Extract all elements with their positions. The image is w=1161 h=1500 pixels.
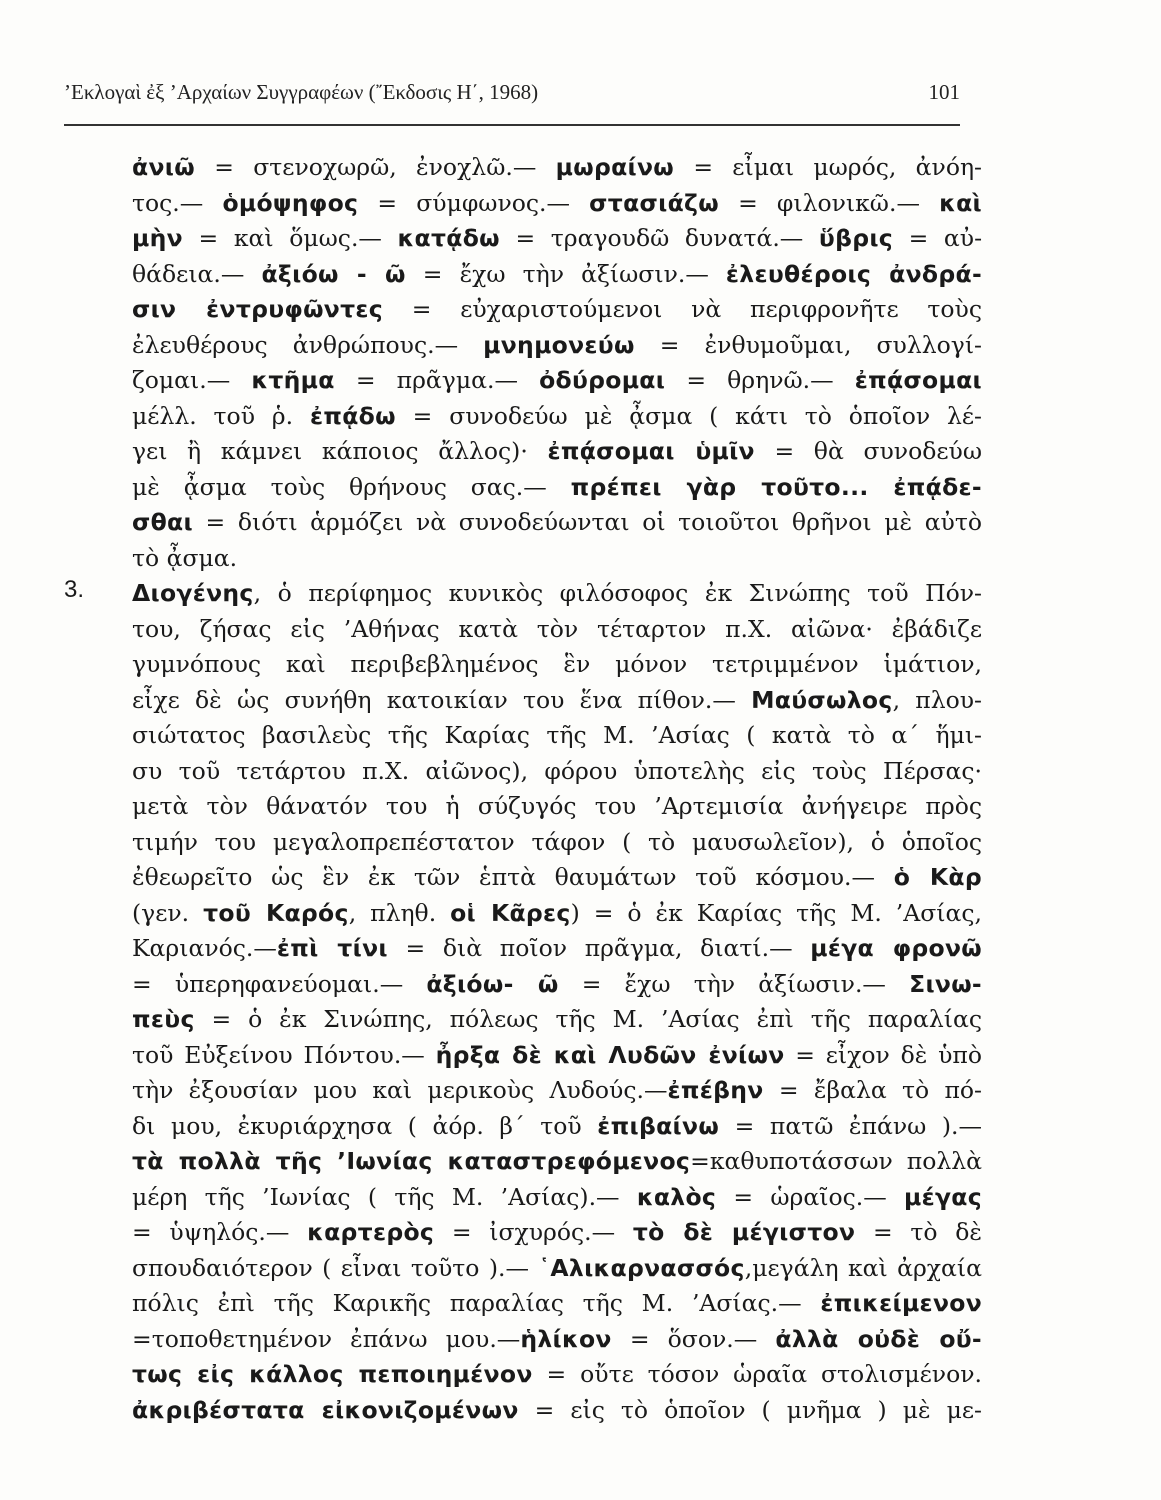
gloss-text: = εἶχον δὲ ὑπὸ: [784, 1040, 982, 1069]
gloss-text: = εὐχαριστούμενοι νὰ περιφρονῆτε τοὺς: [383, 295, 982, 323]
text-line: [132, 221, 982, 257]
text-line: [132, 967, 982, 1003]
headword: ὁμόψηφος: [222, 188, 359, 217]
gloss-text: = συνοδεύω μὲ ᾆσμα ( κάτι τὸ ὁποῖον λέ-: [395, 401, 982, 430]
text-line: [132, 1215, 982, 1251]
gloss-text: μέρη τῆς ’Ιωνίας ( τῆς Μ. ’Ασίας).—: [132, 1182, 637, 1211]
headword: ἐλευθέροις ἀνδρά-: [725, 259, 982, 288]
gloss-text: του, ζήσας εἰς ’Αθήνας κατὰ τὸν τέταρτον π.Χ. αἰῶνα· ἐβάδιζε: [132, 614, 982, 643]
text-line: [132, 505, 982, 541]
headword: Διογένης: [132, 579, 254, 607]
text-line: [132, 470, 982, 506]
gloss-text: = εἶμαι μωρός, ἀνόη-: [674, 153, 982, 181]
gloss-text: τοῦ Εὐξείνου Πόντου.—: [132, 1040, 436, 1069]
text-line: [132, 789, 982, 825]
section-number: 3.: [64, 576, 85, 603]
headword: ἀξιόω- ῶ: [426, 969, 559, 998]
headword: ἐπικείμενον: [820, 1289, 982, 1317]
gloss-text: = ἰσχυρός.—: [434, 1218, 633, 1246]
text-line: [132, 1073, 982, 1109]
gloss-text: = στενοχωρῶ, ἐνοχλῶ.—: [194, 153, 556, 181]
gloss-text: Καριανός.—: [132, 934, 277, 962]
gloss-text: = σύμφωνος.—: [358, 188, 590, 217]
text-line: [132, 541, 982, 577]
gloss-text: = ἔχω τὴν ἀξίωσιν.—: [558, 969, 910, 998]
gloss-text: (γεν.: [132, 898, 204, 927]
headword: μνημονεύω: [483, 330, 635, 359]
text-line: [132, 896, 982, 932]
headword: μέγας: [904, 1182, 982, 1211]
text-line: [132, 328, 982, 364]
headword: Σινω-: [909, 969, 982, 998]
gloss-text: = καὶ ὅμως.—: [182, 224, 398, 252]
gloss-text: =τοποθετημένον ἐπάνω μου.—: [132, 1324, 521, 1353]
text-line: [132, 931, 982, 967]
gloss-text: τιμήν του μεγαλοπρεπέστατον τάφον ( τὸ μαυσωλεῖον), ὁ ὁποῖος: [132, 827, 982, 856]
headword: σθαι: [132, 508, 193, 536]
gloss-text: = πατῶ ἐπάνω ).—: [719, 1111, 982, 1140]
book-title: ’Εκλογαὶ ἐξ ’Αρχαίων Συγγραφέων (῎Εκδοσις Η΄, 1968): [64, 80, 539, 104]
gloss-text: = διότι ἁρμόζει νὰ συνοδεύωνται οἱ τοιοῦτοι θρῆνοι μὲ αὐτὸ: [192, 508, 982, 536]
text-line: [132, 363, 982, 399]
text-line: [132, 399, 982, 435]
headword: ἐπιβαίνω: [597, 1111, 720, 1140]
gloss-text: = οὔτε τόσον ὡραῖα στολισμένον.: [532, 1360, 982, 1388]
headword: ὕβρις: [818, 224, 894, 252]
gloss-text: τὴν ἐξουσίαν μου καὶ μερικοὺς Λυδούς.—: [132, 1076, 668, 1104]
text-line: [132, 292, 982, 328]
headword: ἀξιόω - ῶ: [261, 259, 406, 288]
gloss-text: = εἰς τὸ ὁποῖον ( μνῆμα ) μὲ με-: [518, 1395, 982, 1424]
gloss-text: πόλις ἐπὶ τῆς Καρικῆς παραλίας τῆς Μ. ’Ασίας.—: [132, 1289, 821, 1317]
gloss-text: ἐθεωρεῖτο ὡς ἓν ἐκ τῶν ἑπτὰ θαυμάτων τοῦ κόσμου.—: [132, 863, 894, 891]
gloss-text: = ὅσον.—: [611, 1324, 776, 1353]
headword: ἀλλὰ οὐδὲ οὔ-: [775, 1324, 982, 1353]
headword: ἐπᾴσομαι ὑμῖν: [547, 437, 755, 465]
gloss-text: = τὸ δὲ: [855, 1218, 982, 1246]
text-line: [132, 825, 982, 861]
gloss-text: = ὁ ἐκ Σινώπης, πόλεως τῆς Μ. ’Ασίας ἐπὶ τῆς παραλίας: [194, 1005, 982, 1033]
headword: τὰ πολλὰ τῆς ’Ιωνίας καταστρεφόμενος: [132, 1147, 691, 1175]
headword: ἡλίκον: [520, 1324, 612, 1353]
gloss-text: ) = ὁ ἐκ Καρίας τῆς Μ. ’Ασίας,: [570, 898, 982, 927]
headword: καρτερὸς: [307, 1218, 435, 1246]
text-line: [132, 1002, 982, 1038]
headword: μέγα φρονῶ: [810, 934, 982, 962]
gloss-text: = αὐ-: [893, 224, 982, 252]
gloss-text: θάδεια.—: [132, 259, 262, 288]
headword: σιν ἐντρυφῶντες: [132, 295, 384, 323]
text-line: [132, 1251, 982, 1287]
gloss-text: δι μου, ἐκυριάρχησα ( ἀόρ. β΄ τοῦ: [132, 1111, 598, 1140]
headword: ἀνιῶ: [132, 153, 195, 181]
page-number: 101: [928, 80, 960, 104]
text-line: [132, 186, 982, 222]
gloss-text: γει ἢ κάμνει κάποιος ἄλλος)·: [132, 437, 548, 465]
gloss-text: ἐλευθέρους ἀνθρώπους.—: [132, 330, 484, 359]
headword: καὶ: [939, 188, 982, 217]
header-rule: [64, 124, 960, 126]
headword: ἀκριβέστατα εἰκονιζομένων: [132, 1395, 519, 1424]
text-line: [132, 1109, 982, 1145]
text-line: [132, 754, 982, 790]
gloss-text: =καθυποτάσσων πολλὰ: [690, 1147, 982, 1175]
text-line: [132, 1180, 982, 1216]
headword: τως εἰς κάλλος πεποιημένον: [132, 1360, 533, 1388]
headword: ἐπέβην: [667, 1076, 764, 1104]
page-body: [132, 150, 982, 1428]
headword: τοῦ Καρός: [203, 898, 349, 927]
text-line: [132, 1393, 982, 1429]
text-line: [132, 1357, 982, 1393]
text-line: [132, 257, 982, 293]
headword: πρέπει γὰρ τοῦτο... ἐπᾴδε-: [570, 472, 982, 501]
gloss-text: = ἐνθυμοῦμαι, συλλογί-: [634, 330, 982, 359]
text-line: [132, 860, 982, 896]
text-line: [132, 683, 982, 719]
gloss-text: = θὰ συνοδεύω: [754, 437, 982, 465]
text-line: [132, 612, 982, 648]
gloss-text: τος.—: [132, 188, 223, 217]
text-line: [132, 150, 982, 186]
text-line: [132, 576, 982, 612]
text-line: [132, 1286, 982, 1322]
gloss-text: = ὡραῖος.—: [716, 1182, 905, 1211]
gloss-text: , πλου-: [892, 685, 982, 714]
headword: κτῆμα: [251, 366, 335, 394]
gloss-text: ,μεγάλη καὶ ἀρχαία: [744, 1253, 982, 1282]
headword: τὸ δὲ μέγιστον: [632, 1218, 856, 1246]
gloss-text: μετὰ τὸν θάνατόν του ἡ σύζυγός του ’Αρτεμισία ἀνήγειρε πρὸς: [132, 792, 982, 820]
gloss-text: τὸ ᾆσμα.: [132, 543, 238, 572]
gloss-text: = διὰ ποῖον πρᾶγμα, διατί.—: [387, 934, 811, 962]
gloss-text: μὲ ᾆσμα τοὺς θρήνους σας.—: [132, 472, 571, 501]
text-line: [132, 434, 982, 470]
gloss-text: σιώτατος βασιλεὺς τῆς Καρίας τῆς Μ. ’Ασίας ( κατὰ τὸ α΄ ἥμι-: [132, 721, 982, 749]
gloss-text: = ὑψηλός.—: [132, 1218, 308, 1246]
headword: κατᾴδω: [397, 224, 500, 252]
headword: ἐπᾴδω: [309, 401, 396, 430]
text-line: [132, 647, 982, 683]
gloss-text: γυμνόπους καὶ περιβεβλημένος ἓν μόνον τετριμμένον ἱμάτιον,: [132, 650, 982, 678]
gloss-text: = ὑπερηφανεύομαι.—: [132, 969, 427, 998]
gloss-text: εἶχε δὲ ὡς συνήθη κατοικίαν του ἕνα πίθον.—: [132, 685, 752, 714]
headword: πεὺς: [132, 1005, 195, 1033]
headword: μὴν: [132, 224, 183, 252]
headword: Μαύσωλος: [751, 685, 893, 714]
gloss-text: σπουδαιότερον ( εἶναι τοῦτο ).—: [132, 1253, 539, 1282]
headword: στασιάζω: [589, 188, 719, 217]
gloss-text: συ τοῦ τετάρτου π.Χ. αἰῶνος), φόρου ὑποτελὴς εἰς τοὺς Πέρσας·: [132, 756, 982, 785]
gloss-text: , ὁ περίφημος κυνικὸς φιλόσοφος ἐκ Σινώπης τοῦ Πόν-: [253, 579, 982, 607]
headword: καλὸς: [636, 1182, 717, 1211]
gloss-text: μέλλ. τοῦ ῥ.: [132, 401, 310, 430]
gloss-text: = ἔβαλα τὸ πό-: [763, 1076, 982, 1104]
headword: ῾Αλικαρνασσός: [538, 1253, 745, 1282]
headword: ὀδύρομαι: [539, 366, 666, 394]
text-line: [132, 1038, 982, 1074]
headword: οἱ Κᾶρες: [450, 898, 571, 927]
gloss-text: , πληθ.: [348, 898, 451, 927]
gloss-text: = ἔχω τὴν ἀξίωσιν.—: [405, 259, 726, 288]
gloss-text: = πρᾶγμα.—: [334, 366, 540, 394]
text-line: [132, 1322, 982, 1358]
headword: ἦρξα δὲ καὶ Λυδῶν ἐνίων: [435, 1040, 785, 1069]
headword: ὁ Κὰρ: [893, 863, 982, 891]
gloss-text: = φιλονικῶ.—: [718, 188, 940, 217]
headword: μωραίνω: [555, 153, 675, 181]
gloss-text: = θρηνῶ.—: [665, 366, 855, 394]
gloss-text: ζομαι.—: [132, 366, 252, 394]
text-line: [132, 718, 982, 754]
gloss-text: = τραγουδῶ δυνατά.—: [499, 224, 819, 252]
headword: ἐπᾴσομαι: [854, 366, 982, 394]
text-line: [132, 1144, 982, 1180]
headword: ἐπὶ τίνι: [276, 934, 388, 962]
